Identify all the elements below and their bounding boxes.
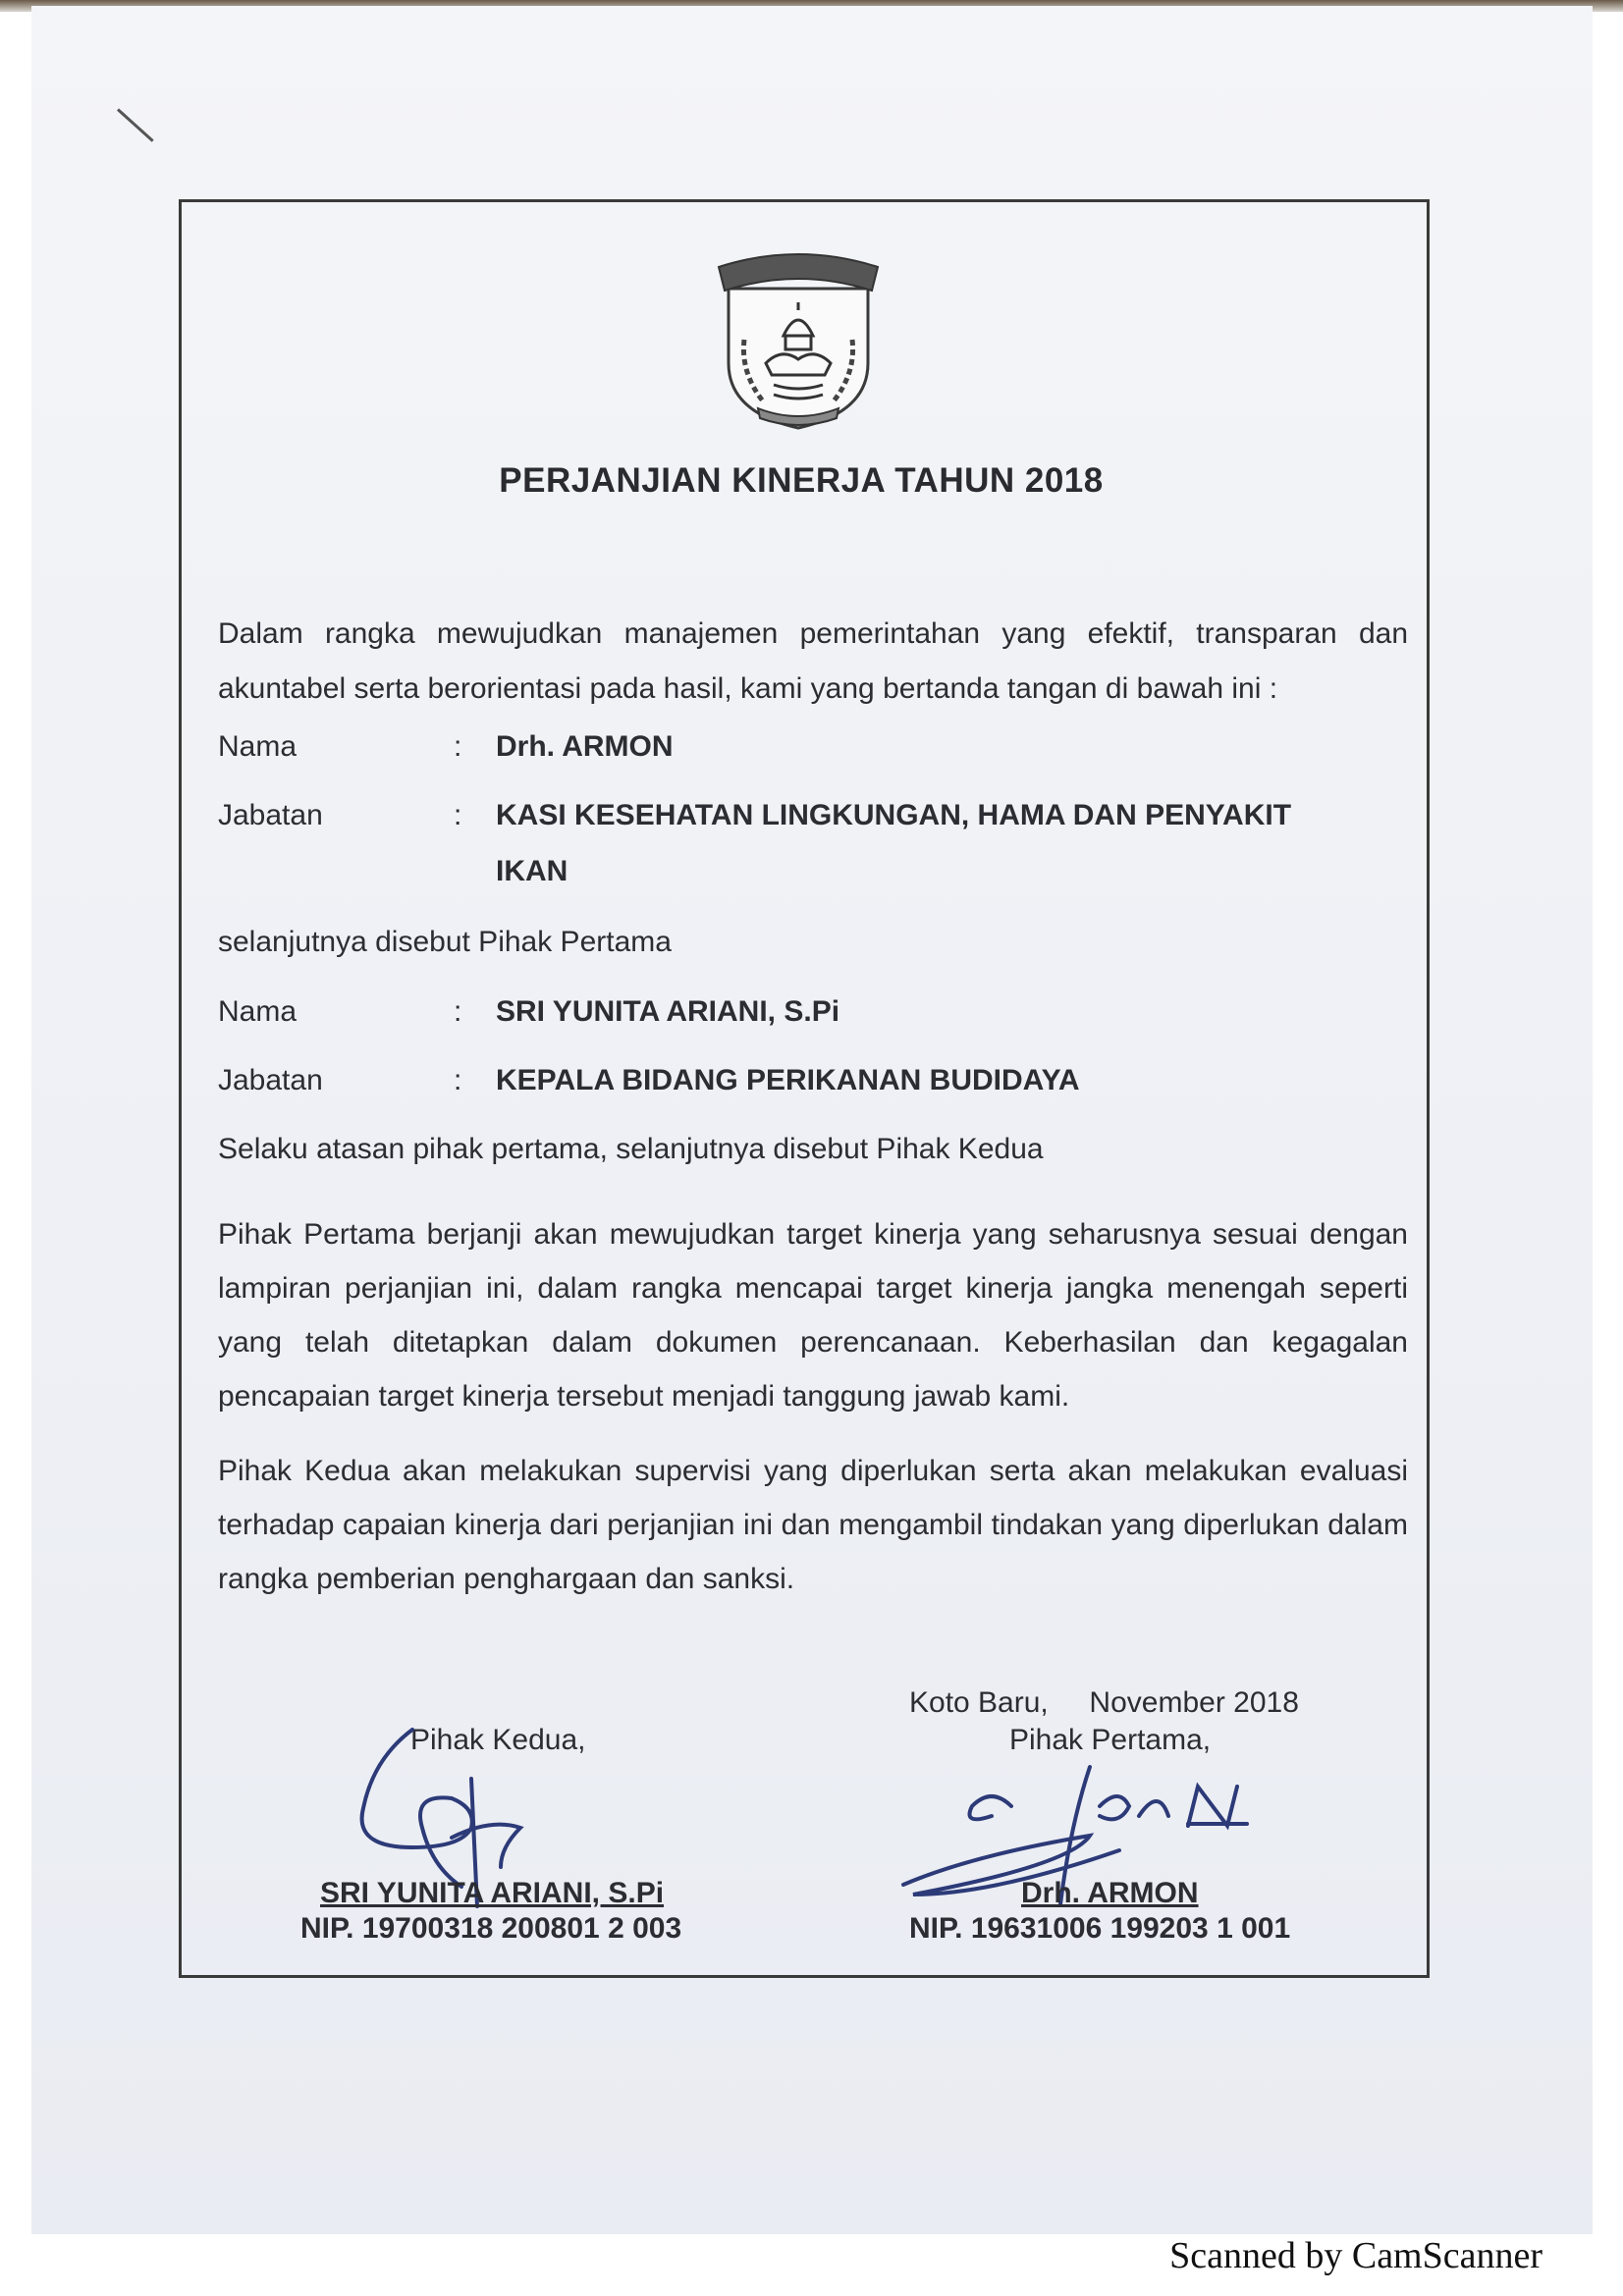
- second-party-signatory-name: SRI YUNITA ARIANI, S.Pi: [320, 1877, 665, 1909]
- name-label: Nama: [218, 995, 298, 1028]
- intro-paragraph: Dalam rangka mewujudkan manajemen pemerintahan yang efektif, transparan dan akuntabel serta berorientasi pada hasil, kami yang bertanda tangan di bawah ini :: [218, 617, 1408, 705]
- first-party-nip: NIP. 19631006 199203 1 001: [909, 1912, 1291, 1945]
- scanner-watermark: Scanned by CamScanner: [1169, 2235, 1542, 2276]
- second-party-name: SRI YUNITA ARIANI, S.Pi: [496, 995, 840, 1028]
- document-title: PERJANJIAN KINERJA TAHUN 2018: [499, 461, 1104, 500]
- second-party-position: KEPALA BIDANG PERIKANAN BUDIDAYA: [496, 1064, 1080, 1096]
- position-label: Jabatan: [218, 1064, 323, 1096]
- first-party-signatory-name: Drh. ARMON: [1021, 1877, 1199, 1909]
- first-party-designation: selanjutnya disebut Pihak Pertama: [218, 926, 672, 958]
- second-party-designation: Selaku atasan pihak pertama, selanjutnya disebut Pihak Kedua: [218, 1133, 1044, 1165]
- place-date: Koto Baru, November 2018: [909, 1686, 1299, 1719]
- colon: :: [454, 1064, 462, 1096]
- supervision-paragraph: Pihak Kedua akan melakukan supervisi yang diperlukan serta akan melakukan evaluasi terhadap capaian kinerja dari perjanjian ini dan mengambil tindakan yang diperlukan dalam rangka pemberian penghargaan dan sanksi.: [218, 1455, 1408, 1595]
- colon: :: [454, 799, 462, 831]
- second-party-nip: NIP. 19700318 200801 2 003: [300, 1912, 682, 1945]
- second-party-role: Pihak Kedua,: [410, 1724, 586, 1756]
- name-label: Nama: [218, 730, 298, 763]
- commitment-paragraph: Pihak Pertama berjanji akan mewujudkan target kinerja yang seharusnya sesuai dengan lampiran perjanjian ini, dalam rangka mencapai target kinerja jangka menengah seperti yang telah ditetapkan dalam dokumen perencanaan. Keberhasilan dan kegagalan pencapaian target kinerja tersebut menjadi tanggung jawab kami.: [218, 1218, 1408, 1413]
- colon: :: [454, 995, 462, 1028]
- first-party-position-line-1: KASI KESEHATAN LINGKUNGAN, HAMA DAN PENYAKIT: [496, 799, 1292, 831]
- first-party-position-line-2: IKAN: [496, 855, 568, 887]
- position-label: Jabatan: [218, 799, 323, 831]
- first-party-role: Pihak Pertama,: [1009, 1724, 1212, 1756]
- regency-emblem-logo: [715, 245, 882, 432]
- colon: :: [454, 730, 462, 763]
- first-party-name: Drh. ARMON: [496, 730, 674, 763]
